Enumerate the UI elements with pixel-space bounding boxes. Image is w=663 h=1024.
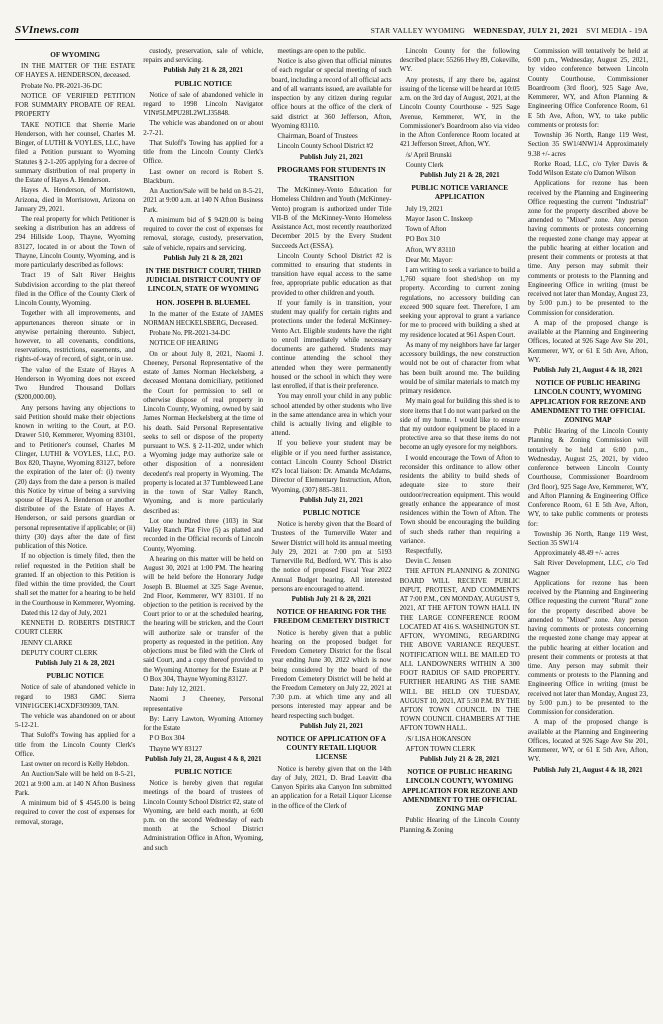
notice-paragraph: TAKE NOTICE that Sherrie Marie Henderson, with her counsel, Charles M. Binger, of LUTHI & VOYLES, LLC, have filed a Petition pursuant to Wyoming Statutes § 2-1-205 applying for a decree of summary distribution of real property in the Estate of Hayes A. Henderson. bbox=[15, 120, 136, 185]
notice-paragraph: Together with all improvements, and appurtenances thereon situate or in anywise pertaining thereunto. Subject, however, to all covenants, conditions, reservations, restrictions, easements, and rights-of-way of record, of sight, or in use. bbox=[15, 309, 136, 364]
notice-paragraph: Applications for rezone has been received by the Planning and Engineering Office requesting the current "Rural" zone for the property described above be amended to "Mixed" zone. Any person having comments or protests concerning the requested zone change may appear at the public hearing at either location and present their comments or protests at that time. Any person may submit their comments or protests to the Planning and Engineering Office in writing (must be received not later than Monday, August 23, by 5:00 p.m.) to be presented to the Commission for consideration. bbox=[527, 578, 648, 717]
notice-paragraph: PO Box 310 bbox=[405, 235, 440, 244]
notice-heading: NOTICE OF HEARING FOR THE FREEDOM CEMETERY DISTRICT bbox=[273, 608, 390, 626]
dateline-location: STAR VALLEY WYOMING bbox=[370, 26, 466, 35]
notice-paragraph: Public Hearing of the Lincoln County Planning & Zoning bbox=[399, 816, 520, 834]
notice-paragraph: A map of the proposed change is available at the Planning and Engineering Offices, located at 926 Sage Ave Ste 201, Kemmerer, WY, or 61 E 5th Ave, Afton, WY. bbox=[527, 318, 648, 364]
notice-paragraph: KENNETH D. ROBERTS DISTRICT COURT CLERK bbox=[15, 619, 136, 637]
notice-paragraph: AFTON TOWN CLERK bbox=[405, 744, 476, 753]
notice-paragraph: Lot one hundred three (103) in Star Valley Ranch Plat Five (5) as platted and recorded in the Official records of Lincoln County, Wyoming. bbox=[143, 516, 264, 553]
notice-paragraph: Township 36 North, Range 119 West, Section 35 SW1/4 bbox=[527, 529, 648, 547]
notice-paragraph: The vehicle was abandoned on or about 5-12-21. bbox=[15, 712, 136, 730]
notice-heading: NOTICE OF APPLICATION OF A COUNTY RETAIL LIQUOR LICENSE bbox=[276, 735, 387, 762]
notice-paragraph: Notice is also given that official minutes of each regular or special meeting of such board, including a record of all official acts and of all warrants issued, are available for inspection by any citizen during regular office hours at the office of the clerk of said district at 360 Jefferson, Afton, Wyoming 83110. bbox=[271, 57, 392, 130]
notice-paragraph: DEPUTY COURT CLERK bbox=[21, 648, 98, 657]
notice-paragraph: Notice is hereby given that a public hearing on the proposed budget for Freedom Cemetery District for the fiscal year ending June 30, 2022 which is now being considered by the board of the Freedom Cemetery District will be held at the Freedom Cemetery on July 22, 2021 at 7:30 p.m. at which time any and all persons interested may appear and be heard respecting such budget. bbox=[271, 628, 392, 720]
notice-paragraph: Notice of sale of abandoned vehicle in regard to 1998 Lincoln Navigator VIN#5LMPU28L2WLJ35848. bbox=[143, 90, 264, 118]
notice-paragraph: In the matter of the Estate of JAMES NORMAN HECKELSBERG, Deceased. bbox=[143, 309, 264, 327]
notice-paragraph: If your family is in transition, your student may qualify for certain rights and protections under the federal McKinney-Vento Act. Eligible students have the right to enroll immediately while necessary documents are gathered. Students may continue attending the school they attended when they were permanently housed or the school in which they were last enrolled, if that is their preference. bbox=[271, 298, 392, 391]
notice-paragraph: /S/ LISA HOKANSON bbox=[405, 734, 471, 743]
notice-paragraph: Chairman, Board of Trustees bbox=[277, 132, 358, 141]
publish-line: Publish July 21, 2021 bbox=[299, 152, 364, 161]
notice-heading: PUBLIC NOTICE bbox=[174, 79, 232, 88]
notice-paragraph: Any protests, if any there be, against issuing of the license will be heard at 10:05 a.m. on the 3rd day of August, 2021, at the Lincoln County Courthouse - 925 Sage Avenue, Kemmerer, WY, in the Commissioner's Boardroom also via video in the Afton Conference Room located at 421 Jefferson Street, Afton, WY. bbox=[399, 75, 520, 149]
notice-paragraph: You may enroll your child in any public school attended by other students who live in the same attendance area in which your child is actually living and eligible to attend. bbox=[271, 392, 392, 438]
publish-line: Publish July 21, 2021 bbox=[299, 721, 364, 730]
notice-paragraph: Applications for rezone has been received by the Planning and Engineering Office requesting the current "Industrial" zone for the property described above be amended to "Mixed" zone. Any person having comments or protests concerning the requested zone change may appear at the public hearing at either location and present their comments or protests at that time. Any person may submit their comments or protests to the Planning and Engineering Office in writing (must be received not later than Monday, August 23, by 5:00 p.m.) to be presented to the Commission for consideration. bbox=[527, 179, 648, 317]
notice-heading: IN THE DISTRICT COURT, THIRD JUDICIAL DISTRICT COUNTY OF LINCOLN, STATE OF WYOMING bbox=[145, 266, 261, 294]
notice-paragraph: The McKinney-Vento Education for Homeless Children and Youth (McKinney-Vento) program is authorized under Title VII-B of the McKinney-Vento Homeless Assistance Act, most recently reauthorized December 2015 by the Every Student Succeeds Act (ESSA). bbox=[271, 186, 392, 250]
notice-heading: NOTICE OF PUBLIC HEARING LINCOLN COUNTY, WYOMING APPLICATION FOR REZONE AND AMENDMENT TO THE OFFICIAL ZONING MAP bbox=[401, 768, 518, 814]
publish-line: Publish July 21 & 28, 2021 bbox=[291, 595, 372, 604]
notice-paragraph: meetings are open to the public. bbox=[277, 47, 366, 55]
notice-paragraph: Thayne WY 83127 bbox=[149, 744, 203, 753]
notice-heading: NOTICE OF PUBLIC HEARING LINCOLN COUNTY, WYOMING APPLICATION FOR REZONE AND AMENDMENT TO THE OFFICIAL ZONING MAP bbox=[529, 379, 646, 424]
column-5 bbox=[528, 47, 648, 1013]
notice-paragraph: Public Hearing of the Lincoln County Planning & Zoning Commission will tentatively be held at 6:00 p.m., Wednesday, August 25, 2021, by video conference between Lincoln County Courthouse, Commissioner Boardroom (3rd floor), 925 Sage Ave, Kemmerer, WY, and Afton Planning & Engineering Office Conference Room, 61 E 5th Ave, Afton, WY, to take public comments or protests for: bbox=[527, 427, 648, 528]
notice-paragraph: By: Larry Lawton, Wyoming Attorney for the Estate bbox=[143, 714, 264, 733]
publish-line: Publish July 21, 2021 bbox=[299, 495, 364, 504]
notice-paragraph: The value of the Estate of Hayes A Henderson in Wyoming does not exceed Two Hundred Thousand Dollars ($200,000.00). bbox=[15, 365, 136, 402]
notice-paragraph: Any persons having any objections to said Petition should make their objections known in writing to the Court, at P.O. Drawer 510, Kemmerer, Wyoming 83101, and to Petitioner's counsel, Charles M Clinger, LUTHI & VOYLES, LLC, P.O. Box 820, Thayne, Wyoming 83127, before the expiration of the later of: (i) twenty (20) days from the date a person is mailed this Notice by virtue of being a surviving spouse of Hayes A. Henderson or another distributee of the Estate of Hayes A. Henderson, or said persons guardian or personal representative if applicable; or (ii) thirty (30) days after the date of first publication of this Notice. bbox=[15, 403, 136, 551]
notice-paragraph: Respectfully, bbox=[405, 547, 443, 556]
notice-paragraph: Naomi J Cheeney, Personal representative bbox=[143, 695, 264, 713]
dateline-page-number: SVI MEDIA - 19A bbox=[586, 26, 648, 35]
notice-paragraph: Probate No. PR-2021-34-DC bbox=[149, 329, 231, 338]
notice-paragraph: JENNY CLARKE bbox=[21, 638, 73, 647]
notice-paragraph: An Auction/Sale will be held on 8-5-21, 2021 at 9:00 a.m. at 140 N Afton Business Park. bbox=[15, 770, 136, 797]
masthead bbox=[15, 24, 648, 40]
notice-paragraph: If you believe your student may be eligible or if you need further assistance, contact Lincoln County School District #2's local liaison: Dr. Amanda McAdams, Director of Elementary Instruction, Afton, Wyoming, (307) 885-3811. bbox=[271, 439, 392, 494]
notice-paragraph: I am writing to seek a variance to build a 1,760 square foot shed/shop on my property. According to current zoning regulations, no accessory building can exceed 900 square feet. Therefore, I am seeking your approval to grant a variance for me to proceed with building a shed at my residence located at 961 Aspen Court. bbox=[399, 265, 520, 339]
notice-paragraph: Date: July 12, 2021. bbox=[149, 685, 206, 694]
notice-paragraph: custody, preservation, sale of vehicle, repairs and servicing. bbox=[143, 47, 264, 65]
notice-paragraph: A hearing on this matter will be held on August 30, 2021 at 1:00 PM. The hearing will be held before the Honorary Judge Joseph B. Bluemel at 325 Sage Avenue, 2nd Floor, Kemmerer, WY 83101. If no objection to the petition is received by the Court prior to or at the scheduled hearing, the hearing will be stricken, and the Court will authorize sale or transfer of the property as requested in the petition. Any objections must be filed with the Clerk of said Court, and a copy thereof provided to the Wyoming Attorney for the Estate at P O Box 304, Thayne Wyoming 83127. bbox=[143, 554, 264, 683]
notice-paragraph: On or about July 8, 2021, Naomi J. Cheeney, Personal Representative of the estate of James Norman Heckelsberg, a deceased Montana domiciliary, petitioned the Court for permission to sell or otherwise dispose of real property in Lincoln County, Wyoming, owned by said James Norman Heckelsberg at the time of his death. Said Personal Representative seeks to sell or dispose of the property pursuant to W.S. § 2-11-202, under which a Wyoming judge may authorize sale or other disposition of a nonresident decedent's real property in Wyoming. The property is located at 37 Tumbleweed Lane in the town of Star Valley Ranch, Wyoming, and is more particularly described as: bbox=[143, 349, 264, 515]
notice-paragraph: If no objection is timely filed, then the relief requested in the Petition shall be granted. If an objection to this Petition is filed within the time provided, the Court shall set the matter for a hearing to be held in the Courthouse in Kemmerer, Wyoming. bbox=[15, 552, 136, 607]
notice-paragraph: Notice is hereby given that regular meetings of the board of trustees of Lincoln County School District #2, state of Wyoming, are held each month, at 6:00 p.m. on the second Wednesday of each month at the School District Administration Office in Afton, Wyoming, and such bbox=[143, 779, 264, 852]
notice-paragraph: Mayor Jason C. Inskeep bbox=[405, 214, 473, 223]
notice-paragraph: Notice is hereby given that on the 14th day of July, 2021, D. Brad Leavitt dba Canyon Spirits aka Canyon Inn submitted an application for a Retail Liquor License in the office of the Clerk of bbox=[271, 764, 392, 810]
publish-line: Publish July 21 & 28, 2021 bbox=[35, 658, 115, 667]
notice-heading: PROGRAMS FOR STUDENTS IN TRANSITION bbox=[277, 165, 386, 183]
notice-heading: PUBLIC NOTICE bbox=[302, 508, 361, 517]
column-2 bbox=[143, 47, 263, 1013]
columns bbox=[15, 47, 648, 1013]
notice-paragraph: Lincoln County School District #2 bbox=[277, 142, 374, 151]
notice-paragraph: A map of the proposed change is available at the Planning and Engineering Offices, located at 926 Sage Ave Ste 201, Kemmerer, WY, or 61 E 5th Ave, Afton, WY. bbox=[527, 718, 648, 764]
notice-heading: PUBLIC NOTICE bbox=[174, 767, 232, 776]
publish-line: Publish July 21 & 28, 2021 bbox=[163, 66, 244, 75]
notice-paragraph: The real property for which Petitioner is seeking a distribution has an address of 294 Hillside Loop, Thayne, Wyoming 83127, located in or about the Town of Thayne, Lincoln County, Wyoming, and is more particularly described as follows: bbox=[15, 214, 136, 270]
publish-line: Publish July 21 & 28, 2021 bbox=[163, 253, 244, 262]
notice-paragraph: Last owner on record is Kelly Hebdon. bbox=[21, 760, 129, 769]
notice-paragraph: THE AFTON PLANNING & ZONING BOARD WILL RECEIVE PUBLIC INPUT, PROTEST, AND COMMENTS AT 7:00 P.M., ON MONDAY, AUGUST 9, 2021, AT THE AFTON TOWN HALL IN THE LARGE CONFERENCE ROOM LOCATED AT 416 S. WASHINGTON ST. AFTON, WYOMING, REGARDING THE ABOVE VARIANCE REQUEST. NOTIFICATION WILL BE MAILED TO ALL LANDOWNERS WITHIN A 300 FOOT RADIUS OF SAID PROPERTY. FURTHER HEARING AS THE SAME WILL BE HELD ON TUESDAY, AUGUST 10, 2021, AT 5:30 P.M. BY THE AFTON TOWN COUNCIL IN THE TOWN COUNCIL CHAMBERS AT THE AFTON TOWN HALL. bbox=[399, 567, 520, 733]
notice-paragraph: Probate No. PR-2021-36-DC bbox=[21, 81, 103, 90]
notice-paragraph: My main goal for building this shed is to store items that I do not want parked on the side of my home. I would like to ensure that my outdoor equipment be placed in a protective area so that these items do not become an ugly eyesore for my neighbors. bbox=[399, 397, 520, 452]
notice-paragraph: Township 36 North, Range 119 West, Section 35 SW1/4NW1/4 Approximately 9.38 +/- acres bbox=[527, 131, 648, 158]
notice-paragraph: Last owner on record is Robert S. Blackburn. bbox=[143, 167, 264, 185]
notice-paragraph: The vehicle was abandoned on or about 2-7-21. bbox=[143, 119, 264, 137]
notice-paragraph: Lincoln County for the following described place: 55266 Hwy 89, Cokeville, WY. bbox=[399, 47, 520, 74]
notice-paragraph: /s/ April Brunski bbox=[405, 150, 452, 159]
publish-line: Publish July 21 & 28, 2021 bbox=[419, 755, 500, 764]
notice-heading: OF WYOMING bbox=[50, 51, 100, 59]
notice-paragraph: Devin C. Jensen bbox=[405, 557, 451, 566]
notice-paragraph: NOTICE OF VERIFIED PETITION FOR SUMMARY PROBATE OF REAL PROPERTY bbox=[15, 91, 136, 119]
notice-heading: PUBLIC NOTICE VARIANCE APPLICATION bbox=[411, 184, 509, 202]
notice-paragraph: Commission will tentatively be held at 6:00 p.m., Wednesday, August 25, 2021, by video conference between Lincoln County Courthouse, Commissioner Boardroom (3rd floor), 925 Sage Ave, Kemmerer, WY, and Afton Planning & Engineering Office Conference Room, 61 E 5th Ave, Afton, WY, to take public comments or protests for: bbox=[527, 47, 648, 129]
notice-paragraph: Notice of sale of abandoned vehicle in regard to 1983 GMC Sierra VIN#1GCEK14CXDF309309, TAN. bbox=[15, 683, 136, 710]
notice-heading: PUBLIC NOTICE bbox=[46, 672, 104, 681]
column-3 bbox=[271, 47, 391, 1013]
publish-line: Publish July 21, August 4 & 18, 2021 bbox=[533, 765, 643, 774]
notice-paragraph: An Auction/Sale will be held on 8-5-21, 2021 at 9:00 a.m. at 140 N Afton Business Park. bbox=[143, 187, 264, 214]
notice-paragraph: Dear Mr. Mayor: bbox=[405, 255, 453, 264]
notice-heading: HON. JOSEPH B. BLUEMEL bbox=[156, 298, 251, 307]
notice-paragraph: July 19, 2021 bbox=[405, 204, 444, 213]
notice-paragraph: NOTICE OF HEARING bbox=[149, 339, 219, 348]
publish-line: Publish July 21 & 28, 2021 bbox=[419, 171, 500, 180]
notice-paragraph: Tract 19 of Salt River Heights Subdivision according to the plat thereof filed in the Office of the County Clerk of Lincoln County, Wyoming. bbox=[15, 271, 136, 308]
notice-paragraph: P O Box 304 bbox=[149, 734, 185, 743]
notice-paragraph: Town of Afton bbox=[405, 225, 447, 234]
notice-paragraph: That Suloff's Towing has applied for a title from the Lincoln County Clerk's Office. bbox=[15, 731, 136, 758]
column-4 bbox=[400, 47, 520, 1013]
notice-paragraph: As many of my neighbors have far larger accessory buildings, the new construction would not be out of character from what has been built around me. The building would be of similar materials to match my primary residence. bbox=[399, 340, 520, 396]
notice-paragraph: A minimum bid of $ 4545.00 is being required to cover the cost of expenses for removal, storage, bbox=[15, 799, 136, 826]
notice-paragraph: Notice is hereby given that the Board of Trustees of the Turnerville Water and Sewer District will hold its annual meeting July 29, 2021 at 7:00 pm at 5193 Turnerville Rd, Bedford, WY. This is also the notice of proposed Fiscal Year 2022 Annual Budget hearing. All interested persons are encouraged to attend. bbox=[271, 520, 392, 593]
notice-paragraph: Dated this 12 day of July, 2021 bbox=[21, 608, 108, 617]
publish-line: Publish July 21, August 4 & 18, 2021 bbox=[533, 365, 643, 374]
column-1 bbox=[15, 47, 135, 1013]
notice-paragraph: That Suloff's Towing has applied for a title from the Lincoln County Clerk's Office. bbox=[143, 138, 264, 166]
notice-paragraph: Rorke Road, LLC, c/o Tyler Davis & Todd Wilson Estate c/o Damon Wilson bbox=[527, 159, 648, 178]
publish-line: Publish July 21, 28, August 4 & 8, 2021 bbox=[145, 754, 262, 763]
dateline-date: WEDNESDAY, JULY 21, 2021 bbox=[473, 26, 579, 35]
notice-paragraph: County Clerk bbox=[405, 160, 444, 169]
dateline bbox=[371, 26, 648, 35]
notice-paragraph: A minimum bid of $ 9420.00 is being required to cover the cost of expenses for removal, storage, custody, preservation, sale of vehicle, repairs and servicing. bbox=[143, 215, 264, 252]
notice-paragraph: Lincoln County School District #2 is committed to ensuring that students in transition have equal access to the same free, appropriate public education as that provided to other children and youth. bbox=[271, 251, 392, 297]
notice-paragraph: I would encourage the Town of Afton to reconsider this ordinance to allow other residents the ability to build sheds of adequate size to store their outdoor/recreation equipment. This would greatly enhance the appearance of most residences within the Town of Afton. The Town should be encouraging the building of such sheds rather than requiring a variance. bbox=[399, 453, 520, 545]
notice-paragraph: Salt River Development, LLC, c/o Ted Wagner bbox=[527, 559, 648, 577]
notice-paragraph: Afton, WY 83110 bbox=[405, 245, 456, 254]
notice-paragraph: Approximately 48.49 +/- acres bbox=[533, 549, 620, 558]
notice-paragraph: IN THE MATTER OF THE ESTATE OF HAYES A. HENDERSON, deceased. bbox=[15, 62, 136, 80]
site-logo: SVInews.com bbox=[15, 24, 80, 36]
notice-paragraph: Hayes A. Henderson, of Morristown, Arizona, died in Morristown, Arizona on January 29, 2021. bbox=[15, 186, 136, 213]
